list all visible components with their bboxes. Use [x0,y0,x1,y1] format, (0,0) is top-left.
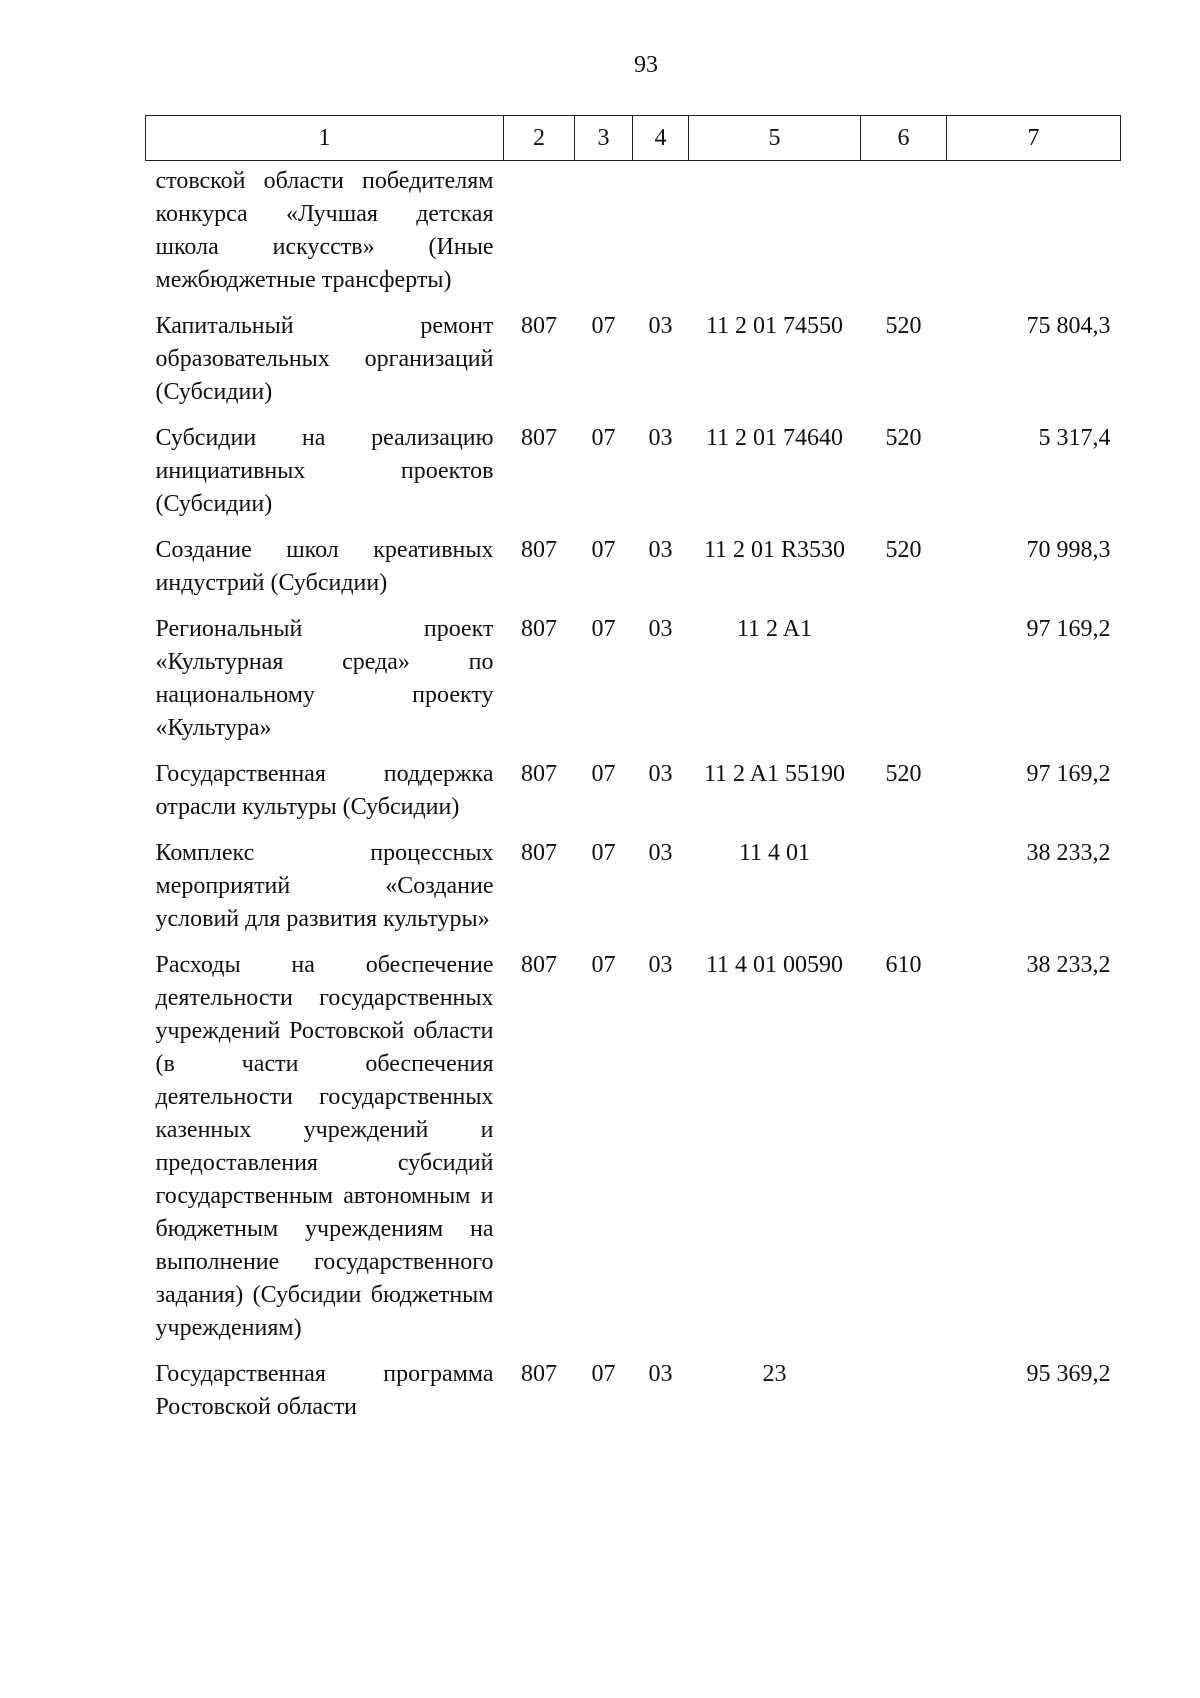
row-name: Региональный проект «Культурная среда» по национальному проекту «Культура» [155,616,494,741]
header-col-5: 5 [689,116,861,161]
row-amount: 70 998,3 [1026,537,1111,563]
row-target-article [689,161,861,311]
row-ministry-code: 807 [521,616,557,642]
row-section-code: 07 [591,761,616,787]
row-target-article: 11 4 01 [738,840,811,866]
row-amount: 95 369,2 [1026,1361,1111,1387]
row-subsection-code: 03 [648,425,673,451]
row-subsection-code: 03 [648,313,673,339]
row-subsection-code: 03 [648,952,673,978]
row-name: Создание школ креативных индустрий (Субсидии) [155,537,494,596]
row-amount: 38 233,2 [1026,840,1111,866]
page-number: 93 [634,52,658,78]
table-row [146,613,1121,758]
row-ministry-code: 807 [521,1361,557,1387]
row-amount [947,161,1121,311]
header-col-1: 1 [146,116,504,161]
row-section-code: 07 [591,537,616,563]
row-target-article: 11 2 A1 55190 [703,761,846,787]
row-target-article: 11 2 A1 [736,616,813,642]
row-section-code: 07 [591,313,616,339]
row-amount: 5 317,4 [1038,425,1111,451]
row-expense-type: 520 [885,313,922,339]
row-subsection-code: 03 [648,537,673,563]
row-expense-type: 520 [885,425,922,451]
row-name: Государственная программа Ростовской области [155,1361,494,1420]
table-header [146,116,1121,161]
row-name: стовской области победителям конкурса «Лучшая детская школа искусств» (Иные межбюджетные трансферты) [155,168,494,293]
row-expense-type [861,613,947,758]
header-col-7: 7 [947,116,1121,161]
table-row [146,422,1121,534]
row-subsection-code [633,161,689,311]
row-amount: 75 804,3 [1026,313,1111,339]
row-expense-type [861,1358,947,1424]
row-ministry-code [504,161,575,311]
row-ministry-code: 807 [521,840,557,866]
table-row [146,310,1121,422]
row-subsection-code: 03 [648,840,673,866]
row-ministry-code: 807 [521,313,557,339]
table-row [146,837,1121,949]
row-section-code: 07 [591,1361,616,1387]
budget-table [145,115,1121,1424]
row-ministry-code: 807 [521,761,557,787]
header-col-3: 3 [575,116,633,161]
row-expense-type: 610 [885,952,922,978]
row-target-article: 11 2 01 R3530 [703,537,846,563]
table-row [146,949,1121,1358]
row-target-article: 11 2 01 74640 [705,425,844,451]
row-target-article: 11 2 01 74550 [705,313,844,339]
row-amount: 97 169,2 [1026,761,1111,787]
row-section-code: 07 [591,952,616,978]
row-amount: 97 169,2 [1026,616,1111,642]
row-subsection-code: 03 [648,616,673,642]
row-target-article: 11 4 01 00590 [705,952,844,978]
row-ministry-code: 807 [521,952,557,978]
row-expense-type [861,161,947,311]
row-name: Государственная поддержка отрасли культуры (Субсидии) [155,761,494,820]
header-col-2: 2 [504,116,575,161]
row-amount: 38 233,2 [1026,952,1111,978]
row-subsection-code: 03 [648,761,673,787]
row-name: Комплекс процессных мероприятий «Создание условий для развития культуры» [155,840,494,932]
table-row [146,1358,1121,1424]
row-name: Субсидии на реализацию инициативных проектов (Субсидии) [155,425,494,517]
row-section-code: 07 [591,840,616,866]
table-row [146,534,1121,613]
row-expense-type [861,837,947,949]
row-section-code: 07 [591,616,616,642]
table-row [146,758,1121,837]
table-row [146,161,1121,311]
row-name: Расходы на обеспечение деятельности государственных учреждений Ростовской области (в части обеспечения деятельности государственных казенных учреждений и предоставления субсидий государственным автономным и бюджетным учреждениям на выполнение государственного задания) (Субсидии бюджетным учреждениям) [155,952,494,1341]
row-name: Капитальный ремонт образовательных организаций (Субсидии) [155,313,494,405]
row-subsection-code: 03 [648,1361,673,1387]
header-row [146,116,1121,161]
row-expense-type: 520 [885,761,922,787]
row-target-article: 23 [762,1361,787,1387]
row-ministry-code: 807 [521,537,557,563]
table-body [146,161,1121,1425]
row-expense-type: 520 [885,537,922,563]
row-section-code [575,161,633,311]
row-ministry-code: 807 [521,425,557,451]
header-col-6: 6 [861,116,947,161]
header-col-4: 4 [633,116,689,161]
row-section-code: 07 [591,425,616,451]
